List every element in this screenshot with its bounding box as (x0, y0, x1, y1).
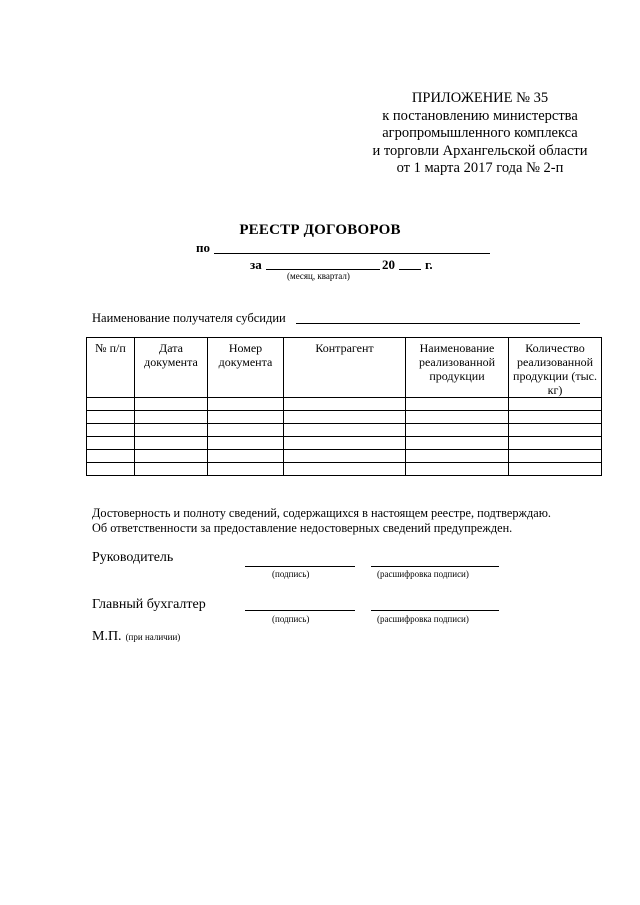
appendix-line: и торговли Архангельской области (372, 142, 588, 159)
accountant-signature-line[interactable] (245, 610, 355, 611)
table-cell[interactable] (135, 411, 208, 424)
po-fill-line[interactable] (214, 253, 490, 254)
head-decode-line[interactable] (371, 566, 499, 567)
table-cell[interactable] (135, 398, 208, 411)
table-cell[interactable] (87, 398, 135, 411)
table-row (87, 450, 602, 463)
table-cell[interactable] (284, 437, 406, 450)
appendix-block (340, 90, 620, 178)
table-cell[interactable] (208, 437, 284, 450)
col-product-quantity-header: Количество реализованной продукции (тыс. кг) (509, 338, 602, 398)
table-cell[interactable] (406, 437, 509, 450)
table-cell[interactable] (509, 398, 602, 411)
appendix-line: агропромышленного комплекса (382, 125, 578, 141)
head-label: Руководитель (92, 550, 174, 565)
table-row (87, 437, 602, 450)
po-label: по (196, 240, 210, 255)
confirmation-line: Достоверность и полноту сведений, содержащихся в настоящем реестре, подтверждаю. (92, 506, 551, 520)
stamp-label: М.П. (92, 629, 122, 644)
year-suffix: г. (425, 257, 433, 272)
year-prefix: 20 (382, 257, 395, 272)
table-cell[interactable] (208, 424, 284, 437)
table-cell[interactable] (87, 463, 135, 476)
head-signature-line[interactable] (245, 566, 355, 567)
table-cell[interactable] (87, 411, 135, 424)
stamp-hint: (при наличии) (125, 632, 181, 642)
table-cell[interactable] (284, 398, 406, 411)
table-cell[interactable] (406, 411, 509, 424)
recipient-label: Наименование получателя субсидии (92, 311, 286, 325)
col-number-header: № п/п (87, 338, 135, 398)
table-cell[interactable] (284, 463, 406, 476)
table-cell[interactable] (509, 424, 602, 437)
table-cell[interactable] (87, 424, 135, 437)
table-cell[interactable] (135, 450, 208, 463)
table-row (87, 463, 602, 476)
table-cell[interactable] (509, 437, 602, 450)
table-cell[interactable] (406, 398, 509, 411)
table-cell[interactable] (509, 463, 602, 476)
col-doc-number-header: Номер документа (208, 338, 284, 398)
accountant-decode-line[interactable] (371, 610, 499, 611)
table-cell[interactable] (135, 437, 208, 450)
table-cell[interactable] (208, 398, 284, 411)
document-title: РЕЕСТР ДОГОВОРОВ (239, 222, 401, 238)
table-cell[interactable] (509, 450, 602, 463)
appendix-line: ПРИЛОЖЕНИЕ № 35 (411, 90, 549, 106)
table-row (87, 398, 602, 411)
confirmation-line: Об ответственности за предоставление недостоверных сведений предупрежден. (92, 521, 513, 535)
table-cell[interactable] (509, 411, 602, 424)
col-doc-date-header: Дата документа (135, 338, 208, 398)
col-product-name-header: Наименование реализованной продукции (406, 338, 509, 398)
period-fill-line[interactable] (266, 269, 380, 270)
table-cell[interactable] (284, 411, 406, 424)
accountant-label: Главный бухгалтер (92, 597, 206, 612)
stamp-block (92, 627, 180, 645)
period-hint: (месяц, квартал) (287, 271, 350, 281)
col-counterparty-header: Контрагент (284, 338, 406, 398)
confirmation-text (92, 506, 551, 536)
table-cell[interactable] (284, 424, 406, 437)
table-cell[interactable] (284, 450, 406, 463)
appendix-line: к постановлению министерства (382, 107, 578, 124)
table-cell[interactable] (135, 424, 208, 437)
table-header-row (87, 338, 602, 398)
appendix-line: от 1 марта 2017 года № 2-п (396, 160, 564, 176)
za-label: за (250, 257, 262, 272)
table-cell[interactable] (208, 450, 284, 463)
table-cell[interactable] (406, 424, 509, 437)
table-cell[interactable] (406, 463, 509, 476)
head-decode-hint: (расшифровка подписи) (377, 569, 469, 579)
table-cell[interactable] (87, 437, 135, 450)
head-signature-hint: (подпись) (272, 569, 310, 579)
recipient-fill-line[interactable] (296, 323, 580, 324)
table-cell[interactable] (406, 450, 509, 463)
table-row (87, 424, 602, 437)
table-cell[interactable] (87, 450, 135, 463)
accountant-decode-hint: (расшифровка подписи) (377, 614, 469, 624)
year-fill-line[interactable] (399, 269, 421, 270)
table-cell[interactable] (208, 463, 284, 476)
table-row (87, 411, 602, 424)
accountant-signature-hint: (подпись) (272, 614, 310, 624)
registry-table (86, 337, 602, 476)
table-cell[interactable] (208, 411, 284, 424)
table-cell[interactable] (135, 463, 208, 476)
